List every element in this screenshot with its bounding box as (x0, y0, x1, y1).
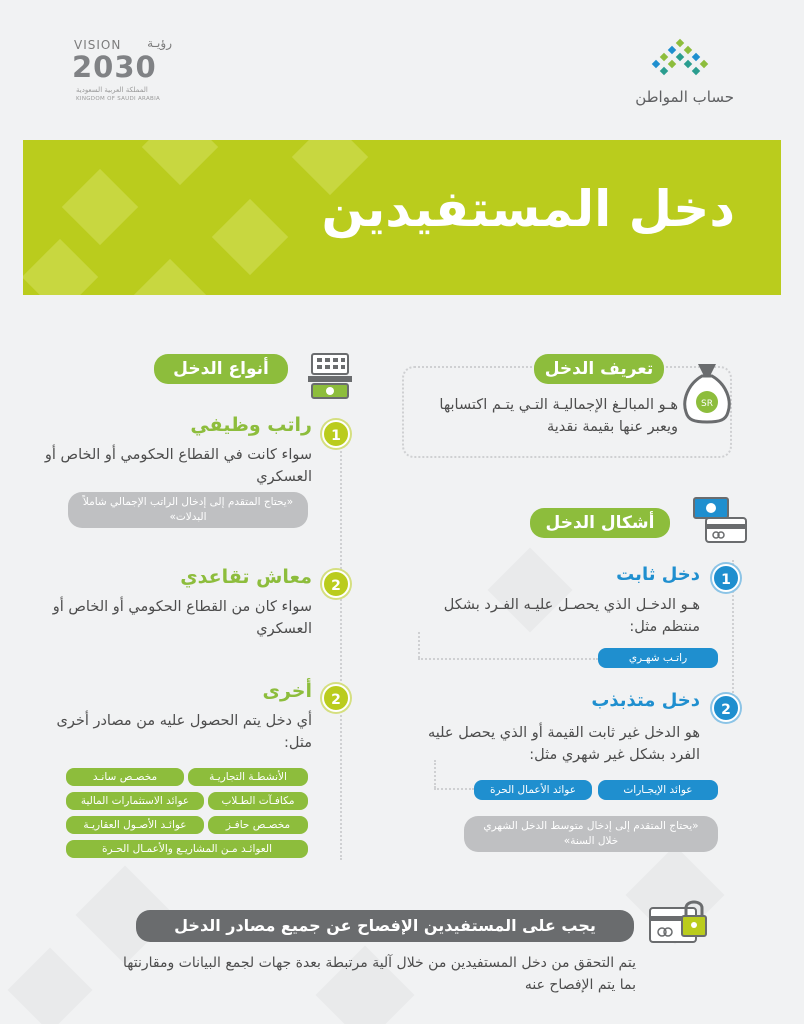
connector (434, 788, 474, 790)
income-tag: العوائـد مـن المشاريـع والأعمـال الحـرة (66, 840, 308, 858)
step-number: 1 (712, 564, 740, 592)
disclosure-heading: يجب على المستفيدين الإفصاح عن جميع مصادر الدخل (136, 910, 634, 942)
step-number: 1 (322, 420, 350, 448)
svg-text:SR: SR (701, 399, 713, 409)
cards-icon (690, 494, 750, 546)
citizen-logo-icon (648, 38, 712, 82)
definition-text: هـو المبالـغ الإجماليـة التـي يتـم اكتسابها ويعبر عنها بقيمة نقدية (439, 397, 678, 435)
income-tag: عوائد الاستثمارات المالية (66, 792, 204, 810)
connector (418, 632, 420, 658)
income-tag: عوائـد الأصـول العقاريـة (66, 816, 204, 834)
form-text: هـو الدخـل الذي يحصـل عليـه الفـرد بشكل منتظم مثل: (443, 597, 700, 635)
form-title: دخل ثابت (616, 564, 700, 585)
vision-ar: رؤيـة (147, 36, 172, 50)
income-tag: عوائد الإيجـارات (598, 780, 718, 800)
citizen-account-logo (614, 38, 734, 108)
forms-heading: أشكال الدخل (530, 508, 670, 538)
money-bag-icon (680, 360, 734, 424)
type-title: أخرى (262, 680, 312, 702)
step-number: 2 (322, 570, 350, 598)
kingdom-ar: المملكة العربية السعودية (76, 86, 148, 94)
type-text: سواء كان من القطاع الحكومي أو الخاص أو العسكري (52, 599, 312, 637)
type-title: راتب وظيفي (190, 414, 312, 436)
type-text: أي دخل يتم الحصول عليه من مصادر أخرى مثل: (56, 713, 312, 751)
type-title: معاش تقاعدي (180, 566, 312, 588)
form-title: دخل متذبذب (591, 690, 700, 711)
definition-heading: تعريف الدخل (534, 354, 664, 384)
lock-card-icon (646, 894, 710, 950)
type-text: سواء كانت في القطاع الحكومي أو الخاص أو العسكري (44, 447, 312, 485)
program-name: حساب المواطن (635, 88, 734, 106)
vision-2030-logo (72, 36, 176, 106)
step-number: 2 (712, 694, 740, 722)
cash-register-icon (304, 350, 356, 402)
disclosure-text: يتم التحقق من دخل المستفيدين من خلال آلية مرتبطة بعدة جهات لجمع البيانات ومقارنتها بما يتم الإفصاح عنه (123, 955, 636, 993)
connector (418, 658, 598, 660)
type-note: «يحتاج المتقدم إلى إدخال الراتب الإجمالي شاملاً البدلات» (68, 492, 308, 528)
income-tag: مخصـص حافـز (208, 816, 308, 834)
page-title: دخل المستفيدين (321, 180, 735, 238)
form-text: هو الدخل غير ثابت القيمة أو الذي يحصل عليه الفرد بشكل غير شهري مثل: (427, 725, 700, 763)
income-tag: عوائد الأعمال الحرة (474, 780, 592, 800)
step-number: 2 (322, 684, 350, 712)
form-note: «يحتاج المتقدم إلى إدخال متوسط الدخل الشهري خلال السنة» (464, 816, 718, 852)
income-tag: راتـب شهـري (598, 648, 718, 668)
bg-shape (8, 948, 93, 1024)
connector (434, 760, 436, 788)
vision-label: VISION (74, 38, 122, 52)
types-timeline (340, 440, 342, 860)
income-tag: مكافـآت الطـلاب (208, 792, 308, 810)
income-tag: مخصـص سانـد (66, 768, 184, 786)
types-heading: أنواع الدخل (154, 354, 288, 384)
vision-year: 2030 (72, 50, 157, 84)
kingdom-en: KINGDOM OF SAUDI ARABIA (76, 96, 161, 102)
income-tag: الأنشطـة التجاريـة (188, 768, 308, 786)
title-banner (23, 140, 781, 295)
